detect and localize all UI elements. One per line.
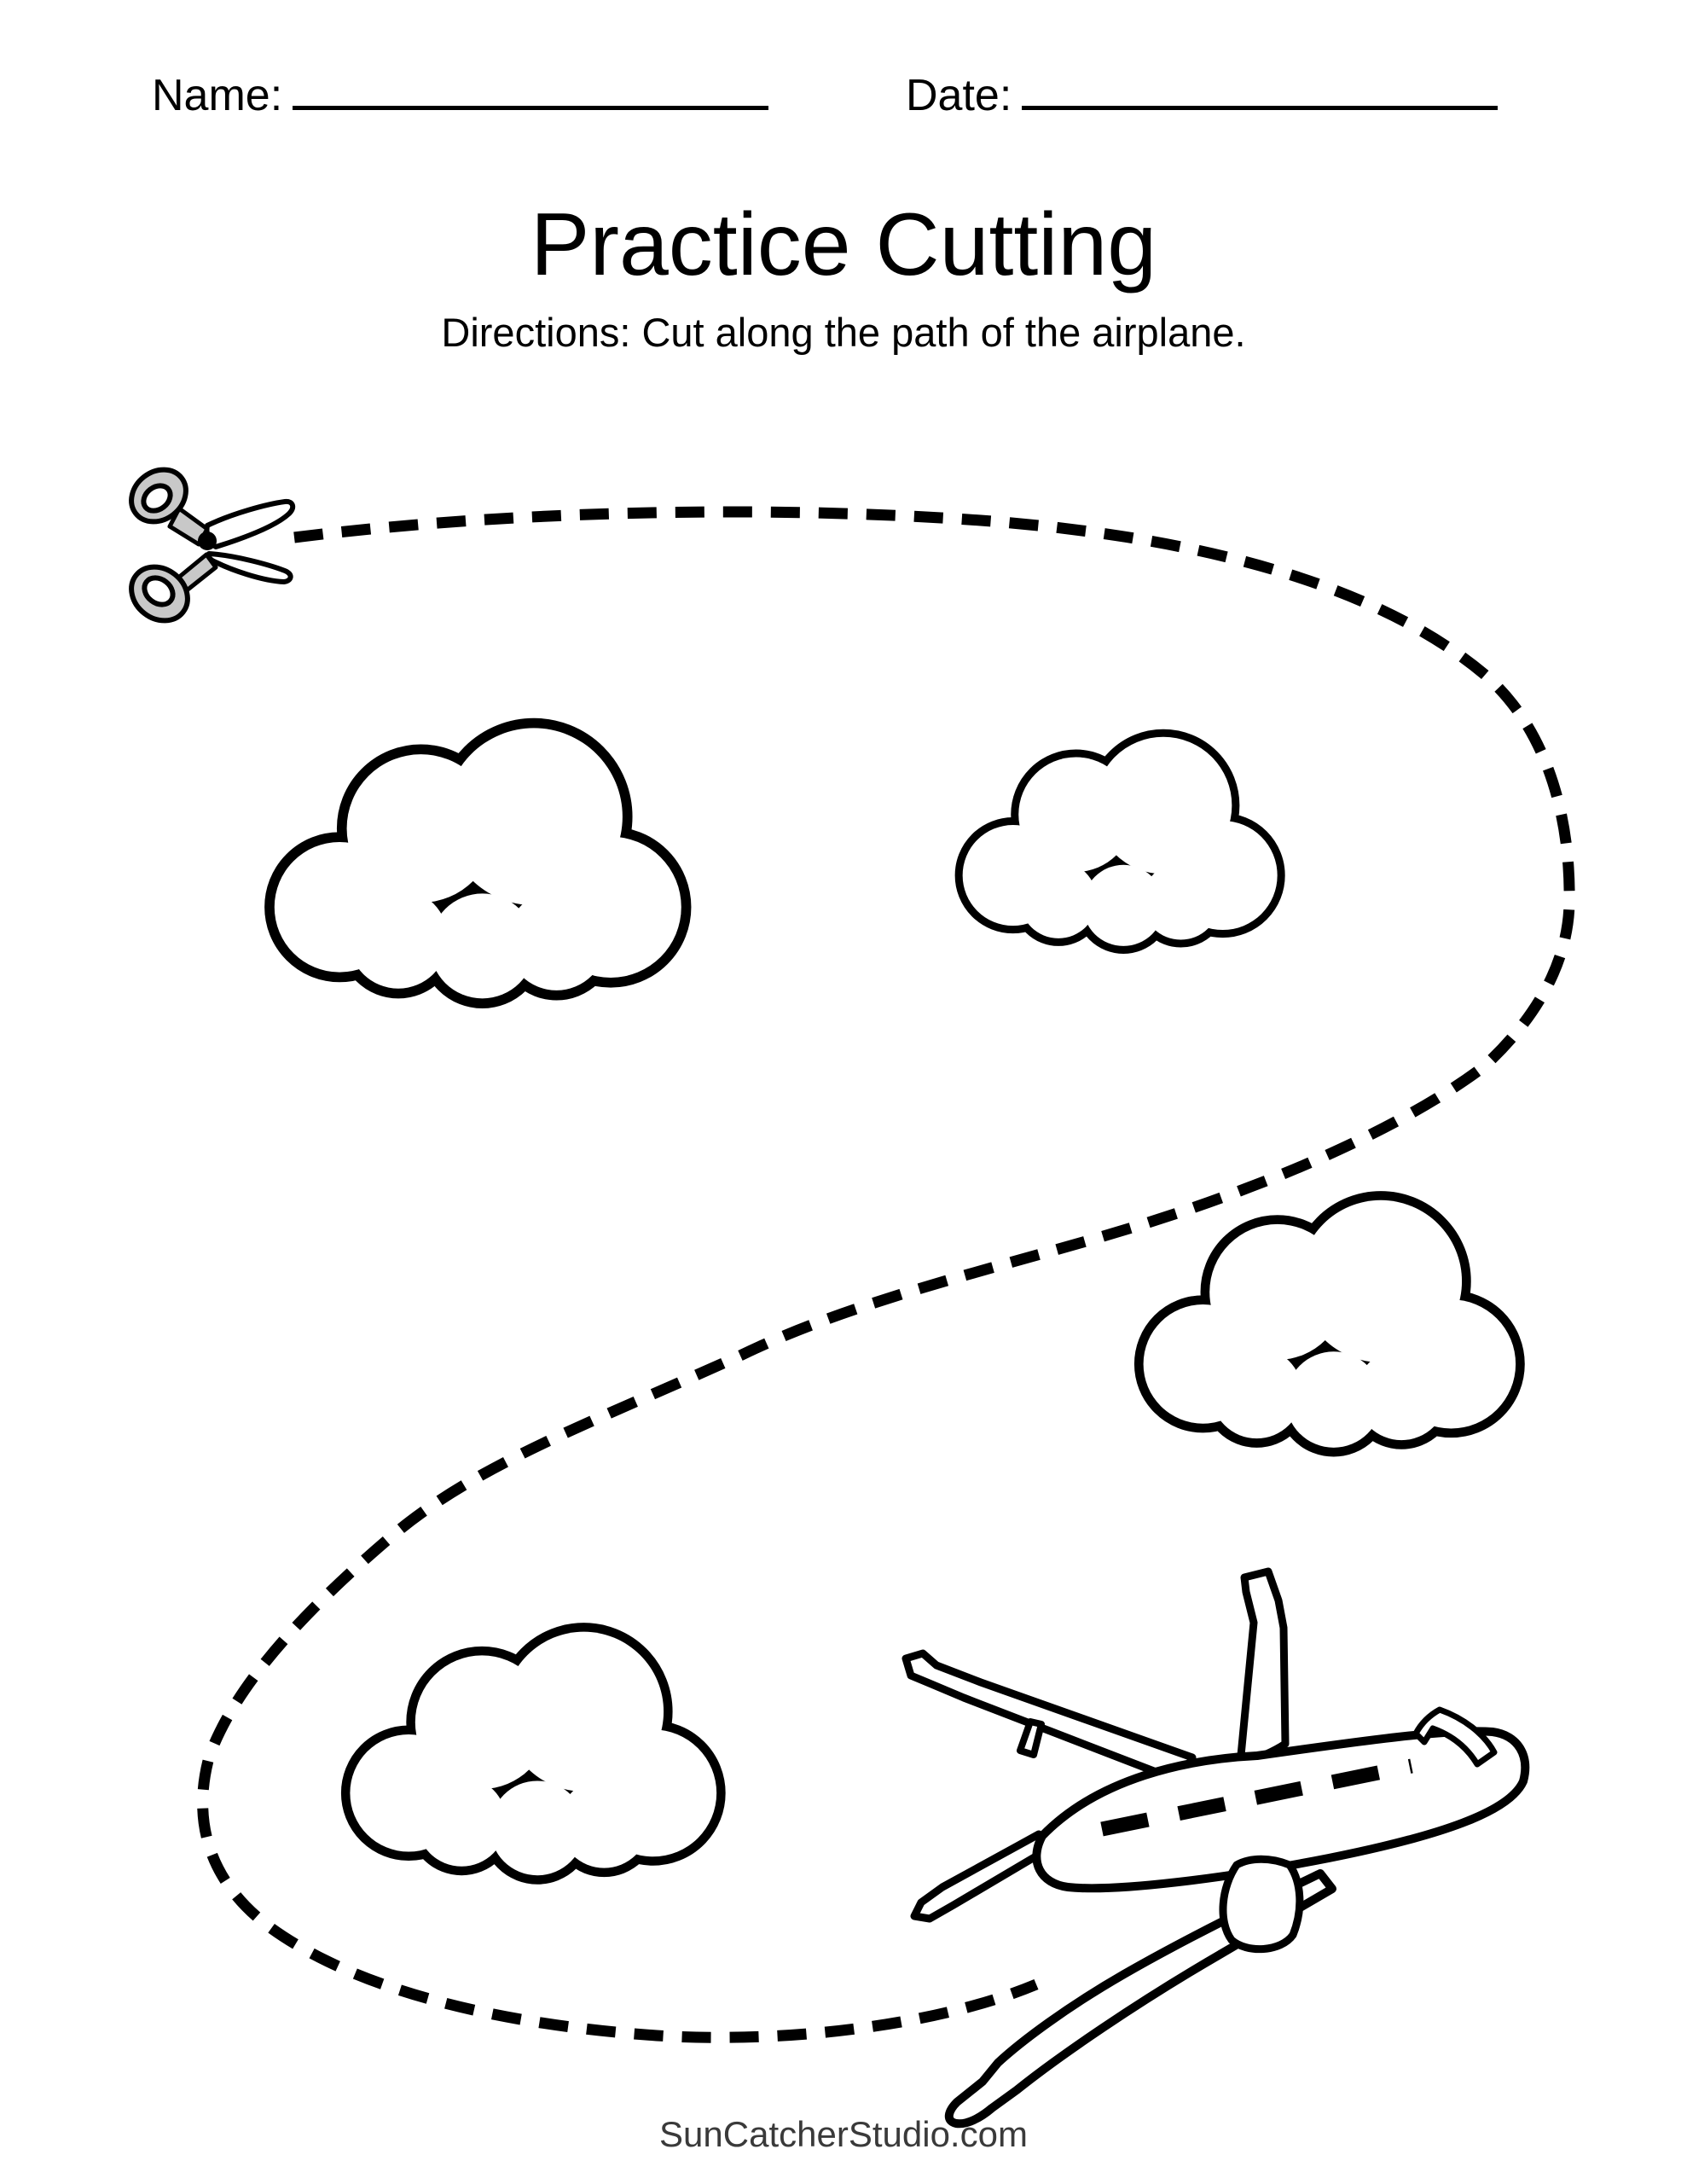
name-label: Name: — [152, 71, 283, 120]
airplane-winglet — [1020, 1722, 1041, 1755]
date-label: Date: — [906, 71, 1012, 120]
airplane-tail-fin — [1240, 1571, 1285, 1764]
airplane-engine — [1223, 1859, 1300, 1949]
scissors-upper-blade — [206, 502, 293, 547]
directions-text: Directions: Cut along the path of the airplane. — [441, 310, 1246, 355]
airplane-far-stabilizer — [914, 1834, 1047, 1919]
scissors-pivot — [198, 531, 217, 550]
airplane-illustration — [906, 1571, 1525, 2123]
scissors-lower-blade — [208, 554, 290, 582]
airplane-far-wing — [906, 1653, 1192, 1781]
page-title: Practice Cutting — [530, 195, 1157, 294]
cloud-top-left — [275, 728, 681, 998]
cloud-middle-right — [1144, 1200, 1516, 1448]
cloud-bottom-left — [350, 1632, 716, 1876]
cloud-top-right — [963, 737, 1278, 946]
scissors-icon — [121, 459, 293, 631]
footer-credit: SunCatcherStudio.com — [659, 2114, 1028, 2154]
